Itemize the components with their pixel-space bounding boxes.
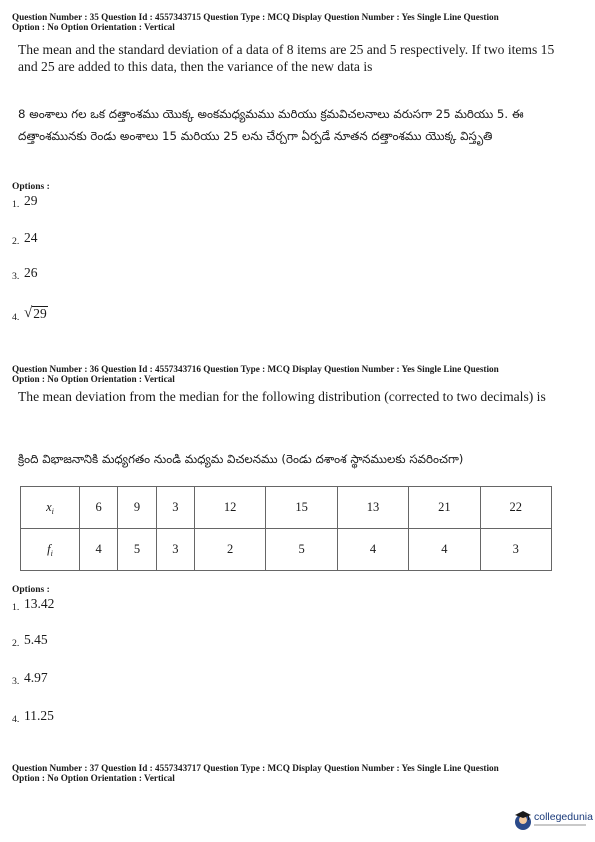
option-value: 11.25: [24, 708, 54, 723]
table-cell: 21: [409, 487, 480, 529]
graduate-avatar-icon: [512, 808, 534, 832]
option-value: 26: [24, 265, 38, 280]
q36-meta-line1: Question Number : 36 Question Id : 4557343716 Question Type : MCQ Display Question Number : Yes Single Line Question: [12, 364, 499, 374]
option-value-sqrt: [24, 306, 48, 321]
q36-question-text-en: The mean deviation from the median for the following distribution (corrected to two decimals) is: [18, 389, 546, 404]
table-row-x: [21, 487, 552, 529]
option-number: 3.: [12, 676, 20, 687]
square-root-icon: √: [24, 305, 33, 321]
q36-options-label: Options :: [12, 585, 50, 595]
distribution-table: [20, 486, 552, 571]
logo-tagline-line: [534, 824, 586, 826]
table-cell: 9: [118, 487, 156, 529]
table-cell: 6: [80, 487, 118, 529]
radicand: 29: [33, 306, 47, 321]
option-value: 13.42: [24, 596, 55, 611]
q37-meta-line1: Question Number : 37 Question Id : 4557343717 Question Type : MCQ Display Question Number : Yes Single Line Question: [12, 763, 499, 773]
table-cell: 5: [266, 529, 337, 571]
option-value: 29: [24, 193, 38, 208]
table-cell: 12: [194, 487, 265, 529]
option-value: 4.97: [24, 670, 48, 685]
table-cell: 15: [266, 487, 337, 529]
table-cell: 3: [156, 487, 194, 529]
option-number: 4.: [12, 312, 20, 323]
q36-meta-line2: Option : No Option Orientation : Vertical: [12, 374, 175, 384]
q35-options-label: Options :: [12, 182, 50, 192]
option-number: 3.: [12, 271, 20, 282]
table-cell: 22: [480, 487, 551, 529]
q35-meta-line2: Option : No Option Orientation : Vertical: [12, 22, 175, 32]
option-number: 1.: [12, 602, 20, 613]
q35-meta-line1: Question Number : 35 Question Id : 4557343715 Question Type : MCQ Display Question Number : Yes Single Line Question: [12, 12, 499, 22]
table-cell: 3: [156, 529, 194, 571]
table-row-f: [21, 529, 552, 571]
table-cell: 13: [337, 487, 408, 529]
table-cell: 2: [194, 529, 265, 571]
q35-question-text-en: The mean and the standard deviation of a data of 8 items are 25 and 5 respectively. If two items 15 and 25 are added to this data, then the variance of the new data is: [18, 42, 555, 74]
option-value: 24: [24, 230, 38, 245]
q37-meta-line2: Option : No Option Orientation : Vertical: [12, 773, 175, 783]
table-cell: 5: [118, 529, 156, 571]
option-number: 4.: [12, 714, 20, 725]
option-value: 5.45: [24, 632, 48, 647]
option-number: 2.: [12, 236, 20, 247]
logo-text: collegedunia: [534, 811, 593, 823]
q35-question-text-te: 8 అంశాలు గల ఒక దత్తాంశము యొక్క అంకమధ్యమము మరియు క్రమవిచలనాలు వరుసగా 25 మరియు 5. ఈ దత్తాంశమునకు రెండు అంశాలు 15 మరియు 25 లను చేర్చగా ఏర్పడే నూతన దత్తాంశము యొక్క విస్తృతి: [18, 107, 524, 143]
table-cell: 4: [337, 529, 408, 571]
q36-question-text-te: క్రింది విభాజనానికి మధ్యగతం నుండి మధ్యమ విచలనము (రెండు దశాంశ స్థానములకు సవరించగా): [18, 452, 464, 466]
table-cell: 4: [80, 529, 118, 571]
table-cell: 3: [480, 529, 551, 571]
row-header-x: $x_i$: [21, 487, 80, 529]
row-header-f: $f_i$: [21, 529, 80, 571]
option-number: 2.: [12, 638, 20, 649]
option-number: 1.: [12, 199, 20, 210]
collegedunia-logo: [512, 808, 593, 834]
table-cell: 4: [409, 529, 480, 571]
